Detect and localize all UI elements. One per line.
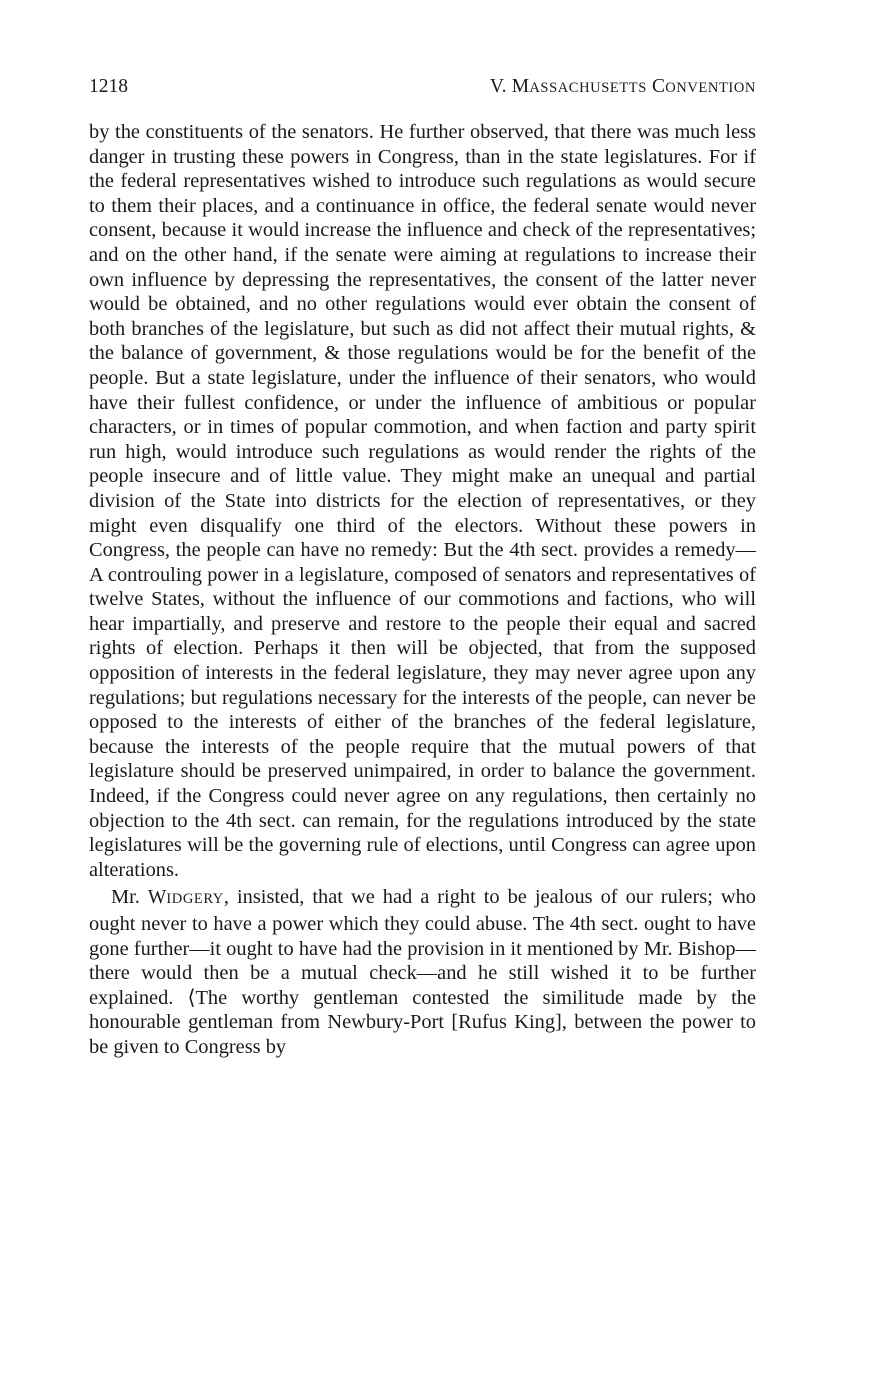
paragraph-2	[89, 885, 756, 1059]
title-word1-rest: ASSACHUSETTS	[529, 80, 647, 96]
title-word2-initial: C	[652, 76, 666, 97]
speaker-name-initial: W	[147, 887, 167, 909]
running-head	[89, 72, 756, 102]
running-head-title	[490, 72, 756, 103]
paragraph-2-prefix: Mr.	[111, 886, 148, 909]
paragraph-2-text: , insisted, that we had a right to be jealous of our rulers; who ought never to have a power which they could abuse. The 4th sect. ought to have gone further—it ought to have had the provision in it mentioned by Mr. Bishop—there would then be a mutual check—and he still wished it to be further explained. ⟨The worthy gentleman contested the similitude made by the honourable gentleman from Newbury-Port [Rufus King], between the power to be given to Congress by	[89, 886, 756, 1058]
body-text	[89, 120, 756, 1060]
page-number: 1218	[89, 76, 128, 97]
speaker-name-rest: IDGERY	[166, 891, 224, 908]
title-prefix: V.	[489, 76, 512, 97]
document-page	[89, 72, 756, 1060]
title-word1-initial: M	[511, 76, 530, 97]
paragraph-1: by the constituents of the senators. He further observed, that there was much less danger in trusting these powers in Congress, than in the state legislatures. For if the federal representatives wished to introduce such regulations as would secure to them their places, and a continuance in office, the federal senate would never consent, because it would increase the influence and check of the representatives; and on the other hand, if the senate were aiming at regulations to increase their own influence by depressing the representatives, the consent of the latter never would be obtained, and no other regulations would ever obtain the consent of both branches of the legislature, but such as did not affect their mutual rights, & the balance of government, & those regulations would be for the benefit of the people. But a state legislature, under the influence of their senators, who would have their fullest confidence, or under the influence of ambitious or popular characters, or in times of popular commotion, and when faction and party spirit run high, would introduce such regulations as would render the rights of the people insecure and of little value. They might make an unequal and partial division of the State into districts for the election of representatives, or they might even disqualify one third of the electors. Without these powers in Congress, the people can have no remedy: But the 4th sect. provides a remedy—A controuling power in a legislature, composed of senators and representatives of twelve States, without the influence of our commotions and factions, who will hear impartially, and preserve and restore to the people their equal and sacred rights of election. Perhaps it then will be objected, that from the supposed opposition of interests in the federal legislature, they may never agree upon any regulations; but regulations necessary for the interests of the people, can never be opposed to the interests of either of the branches of the federal legislature, because the interests of the people require that the mutual powers of that legislature should be preserved unimpaired, in order to balance the government. Indeed, if the Congress could never agree on any regulations, then certainly no objection to the 4th sect. can remain, for the regulations introduced by the state legislatures will be the governing rule of elections, until Congress can agree upon alterations.	[89, 121, 756, 881]
title-word2-rest: ONVENTION	[665, 80, 756, 96]
